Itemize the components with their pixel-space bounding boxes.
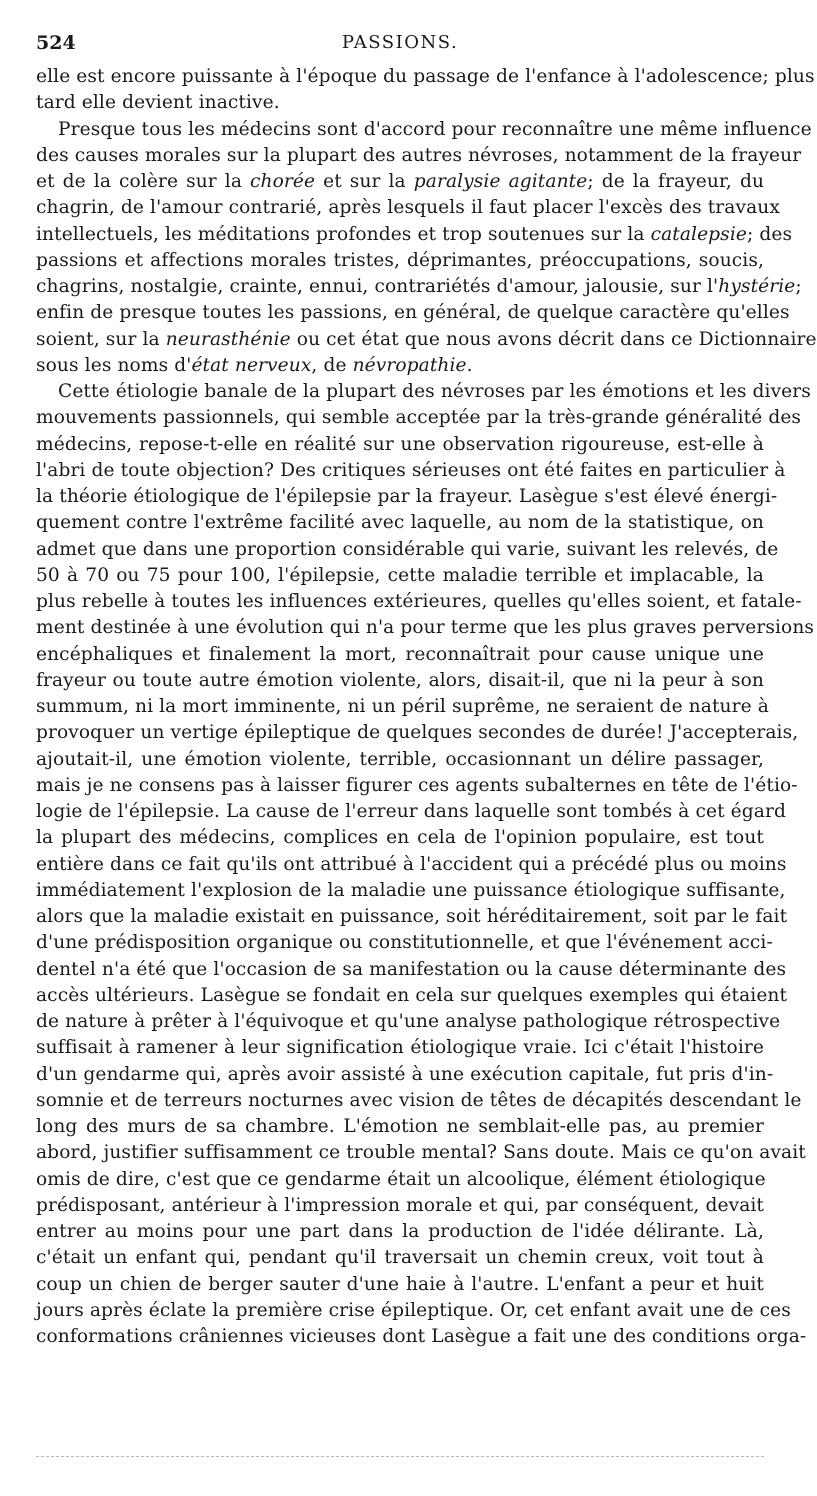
text-line xyxy=(36,1245,764,1271)
text-segment: l'abri de toute objection? Des critiques sérieuses ont été faites en particulier à xyxy=(36,459,786,481)
text-segment: soient, sur la xyxy=(36,328,166,350)
text-segment: logie de l'épilepsie. La cause de l'erreur dans laquelle sont tombés à cet égard xyxy=(36,801,786,822)
text-line xyxy=(36,1035,764,1061)
text-line xyxy=(36,248,764,274)
text-line xyxy=(36,904,788,930)
text-segment: c'était un enfant qui, pendant qu'il traversait un chemin creux, voit tout à xyxy=(36,1247,764,1269)
text-segment: plus rebelle à toutes les influences extérieures, quelles qu'elles soient, et fatale- xyxy=(36,591,802,612)
text-line xyxy=(36,90,764,116)
text-segment: somnie et de terreurs nocturnes avec vision de têtes de décapités descendant le xyxy=(36,1089,802,1111)
text-line xyxy=(36,405,802,431)
text-line xyxy=(36,773,798,799)
text-segment: tard elle devient inactive. xyxy=(36,92,280,114)
text-line xyxy=(36,64,815,90)
text-line xyxy=(36,484,778,510)
italic-term: névropathie xyxy=(352,354,467,376)
text-line xyxy=(36,1167,764,1193)
text-line xyxy=(36,852,787,878)
text-segment: , de xyxy=(311,354,353,376)
text-segment: provoquer un vertige épileptique de quelques secondes de durée! J'accepterais, xyxy=(36,722,799,744)
text-line xyxy=(36,563,764,589)
text-line xyxy=(36,300,790,326)
text-segment: ou cet état que nous avons décrit dans ce Dictionnaire xyxy=(290,328,817,350)
italic-term: hystérie xyxy=(718,276,796,297)
text-line xyxy=(36,668,764,694)
text-segment: et de la colère sur la xyxy=(36,171,251,192)
text-segment: mouvements passionnels, qui semble acceptée par la très-grande généralité des xyxy=(36,407,802,429)
text-line xyxy=(36,589,802,615)
text-segment: chagrin, de l'amour contrarié, après lesquels il faut placer l'excès des travaux xyxy=(36,197,780,219)
text-segment: prédisposant, antérieur à l'impression morale et qui, par conséquent, devait xyxy=(36,1194,764,1216)
text-line xyxy=(36,117,812,143)
text-segment: omis de dire, c'est que ce gendarme était un alcoolique, élément étiologique xyxy=(36,1168,766,1190)
text-segment: sous les noms d' xyxy=(36,354,192,376)
text-line xyxy=(36,353,764,379)
text-segment: la théorie étiologique de l'épilepsie par la frayeur. Lasègue s'est élevé énergi- xyxy=(36,486,778,507)
text-line xyxy=(36,143,802,169)
italic-term: paralysie agitante xyxy=(413,171,588,192)
text-line xyxy=(36,1193,764,1219)
text-segment: ; des xyxy=(746,223,793,245)
text-segment: jours après éclate la première crise épileptique. Or, cet enfant avait une de ces xyxy=(36,1299,791,1321)
text-segment: d'une prédisposition organique ou constitutionnelle, et que l'événement acci- xyxy=(36,932,773,954)
text-segment: mais je ne consens pas à laisser figurer ces agents subalternes en tête de l'étio- xyxy=(36,774,798,796)
text-segment: entière dans ce fait qu'ils ont attribué à l'accident qui a précédé plus ou moins xyxy=(36,853,787,875)
text-line xyxy=(36,274,802,300)
text-line xyxy=(36,825,764,851)
text-segment: elle est encore puissante à l'époque du passage de l'enfance à l'adolescence; plus xyxy=(36,66,815,87)
text-line xyxy=(36,694,769,720)
text-line xyxy=(36,1088,802,1114)
text-line xyxy=(36,1009,781,1035)
text-line xyxy=(36,720,799,746)
text-line xyxy=(36,458,786,484)
text-segment: Presque tous les médecins sont d'accord pour reconnaître une même influence xyxy=(58,118,812,140)
text-line xyxy=(36,432,764,458)
italic-term: chorée xyxy=(250,171,316,192)
text-line xyxy=(36,747,764,773)
text-line xyxy=(36,1324,807,1350)
text-segment: 50 à 70 ou 75 pour 100, l'épilepsie, cette maladie terrible et implacable, la xyxy=(36,564,764,586)
text-segment: ajoutait-il, une émotion violente, terrible, occasionnant un délire passager, xyxy=(36,748,764,770)
text-segment: des causes morales sur la plupart des autres névroses, notamment de la frayeur xyxy=(36,144,802,166)
text-line xyxy=(36,1272,764,1298)
text-line xyxy=(36,1140,806,1166)
body-text xyxy=(36,64,817,1350)
text-line xyxy=(36,379,811,405)
italic-term: neurasthénie xyxy=(165,328,291,350)
text-line xyxy=(36,537,779,563)
text-segment: médecins, repose-t-elle en réalité sur une observation rigoureuse, est-elle à xyxy=(36,433,764,455)
text-segment: coup un chien de berger sauter d'une haie à l'autre. L'enfant a peur et huit xyxy=(36,1273,764,1295)
text-segment: de nature à prêter à l'équivoque et qu'une analyse pathologique rétrospective xyxy=(36,1011,781,1032)
text-segment: ment destinée à une évolution qui n'a pour terme que les plus graves perversions xyxy=(36,617,815,639)
running-title: PASSIONS. xyxy=(341,32,459,53)
text-line xyxy=(36,1298,791,1324)
text-line xyxy=(36,1219,764,1245)
text-segment: admet que dans une proportion considérable qui varie, suivant les relevés, de xyxy=(36,538,779,560)
text-line xyxy=(36,878,786,904)
page-number: 524 xyxy=(36,32,76,54)
italic-term: état nerveux xyxy=(191,354,312,376)
text-segment: et sur la xyxy=(315,171,414,192)
text-segment: la plupart des médecins, complices en cela de l'opinion populaire, est tout xyxy=(36,827,764,849)
footer-rule xyxy=(36,1456,764,1457)
text-line xyxy=(36,1114,764,1140)
text-line xyxy=(36,930,773,956)
text-segment: abord, justifier suffisamment ce trouble mental? Sans doute. Mais ce qu'on avait xyxy=(36,1142,806,1164)
text-segment: alors que la maladie existait en puissance, soit héréditairement, soit par le fait xyxy=(36,906,788,927)
text-segment: Cette étiologie banale de la plupart des névroses par les émotions et les divers xyxy=(58,381,811,402)
text-segment: immédiatement l'explosion de la maladie une puissance étiologique suffisante, xyxy=(36,879,786,901)
text-segment: d'un gendarme qui, après avoir assisté à une exécution capitale, fut pris d'in- xyxy=(36,1063,774,1085)
text-segment: enfin de presque toutes les passions, en général, de quelque caractère qu'elles xyxy=(36,302,790,324)
text-line xyxy=(36,799,786,825)
text-line xyxy=(36,195,780,221)
text-segment: dentel n'a été que l'occasion de sa manifestation ou la cause déterminante des xyxy=(36,958,787,980)
text-line xyxy=(36,327,817,353)
text-segment: ; xyxy=(795,276,802,297)
text-segment: . xyxy=(466,354,473,376)
text-segment: conformations crâniennes vicieuses dont Lasègue a fait une des conditions orga- xyxy=(36,1326,807,1347)
text-segment: entrer au moins pour une part dans la production de l'idée délirante. Là, xyxy=(36,1221,764,1242)
text-segment: passions et affections morales tristes, déprimantes, préoccupations, soucis, xyxy=(36,249,764,271)
text-segment: ; de la frayeur, du xyxy=(587,171,765,192)
text-line xyxy=(36,983,788,1009)
italic-term: catalepsie xyxy=(650,223,747,245)
text-line xyxy=(36,510,764,536)
page-header xyxy=(36,30,764,58)
text-line xyxy=(36,169,764,195)
text-line xyxy=(36,1062,774,1088)
text-segment: quement contre l'extrême facilité avec laquelle, au nom de la statistique, on xyxy=(36,512,764,534)
text-segment: chagrins, nostalgie, crainte, ennui, contrariétés d'amour, jalousie, sur l' xyxy=(36,276,719,297)
text-line xyxy=(36,222,793,248)
text-segment: frayeur ou toute autre émotion violente, alors, disait-il, que ni la peur à son xyxy=(36,669,764,691)
text-segment: suffisait à ramener à leur signification étiologique vraie. Ici c'était l'histoire xyxy=(36,1037,764,1059)
text-segment: encéphaliques et finalement la mort, reconnaîtrait pour cause unique une xyxy=(36,643,764,665)
text-line xyxy=(36,957,787,983)
text-segment: intellectuels, les méditations profondes et trop soutenues sur la xyxy=(36,223,651,245)
text-line xyxy=(36,615,815,641)
text-line xyxy=(36,642,764,668)
text-segment: accès ultérieurs. Lasègue se fondait en cela sur quelques exemples qui étaient xyxy=(36,984,788,1006)
text-segment: long des murs de sa chambre. L'émotion ne semblait-elle pas, au premier xyxy=(36,1116,764,1137)
text-segment: summum, ni la mort imminente, ni un péril suprême, ne seraient de nature à xyxy=(36,696,769,717)
